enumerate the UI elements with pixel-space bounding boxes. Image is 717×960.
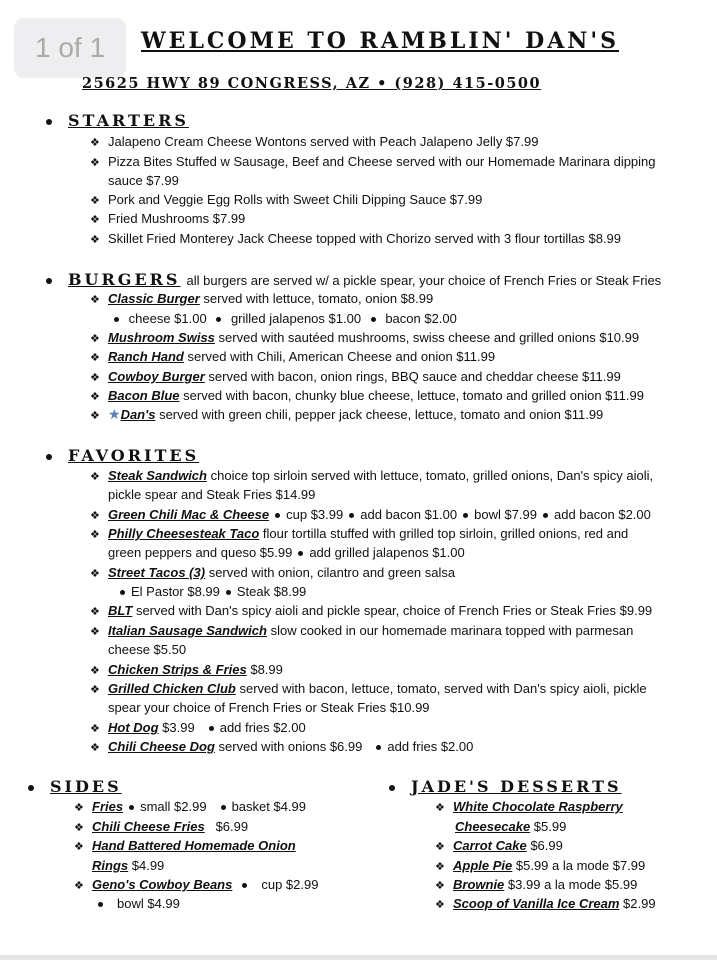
diamond-bullet-icon: ❖ [74,880,84,892]
diamond-bullet-icon: ❖ [435,880,445,892]
diamond-bullet-icon: ❖ [90,372,100,384]
favorite-item: ❖ Philly Cheesesteak Taco flour tortilla stuffed with grilled top sirloin, grilled onions, red and [90,524,628,545]
favorite-item-continued: pickle spear and Steak Fries $14.99 [108,487,316,502]
burger-addons: cheese $1.00 grilled jalapenos $1.00 bacon $2.00 [108,309,457,328]
starter-item: ❖ Pork and Veggie Egg Rolls with Sweet Chili Dipping Sauce $7.99 [90,190,482,211]
starter-item-continued: sauce $7.99 [108,173,179,188]
bullet-icon [376,745,381,750]
favorite-item: ❖ Steak Sandwich choice top sirloin served with lettuce, tomato, grilled onions, Dan's spicy aioli, [90,466,653,487]
menu-address: 25625 HWY 89 CONGRESS, AZ • (928) 415-0500 [82,75,542,92]
bullet-icon [209,726,214,731]
burger-item: ❖ ★Dan's served with green chili, pepper jack cheese, lettuce, tomato and onion $11.99 [90,405,603,426]
bullet-icon [46,119,52,125]
burger-item: ❖ Mushroom Swiss served with sautéed mushrooms, swiss cheese and grilled onions $10.99 [90,328,639,349]
favorite-item: ❖ Street Tacos (3) served with onion, cilantro and green salsa [90,563,455,584]
burger-item: ❖ Cowboy Burger served with bacon, onion rings, BBQ sauce and cheddar cheese $11.99 [90,367,621,388]
diamond-bullet-icon: ❖ [90,157,100,169]
bullet-icon [543,513,548,518]
diamond-bullet-icon: ❖ [90,352,100,364]
bullet-icon [28,785,34,791]
page-counter: 1 of 1 [14,18,126,78]
favorite-item-continued: cheese $5.50 [108,642,187,657]
favorite-item: ❖ Chili Cheese Dog served with onions $6.99 add fries $2.00 [90,737,473,758]
favorite-item: ❖ BLT served with Dan's spicy aioli and pickle spear, choice of French Fries or Steak Fries $9.99 [90,601,652,622]
diamond-bullet-icon: ❖ [90,665,100,677]
star-icon: ★ [108,406,121,422]
diamond-bullet-icon: ❖ [90,195,100,207]
bullet-icon [120,590,125,595]
bullet-icon [129,805,134,810]
dessert-item: ❖ Apple Pie $5.99 a la mode $7.99 [435,856,645,877]
burger-item: ❖ Bacon Blue served with bacon, chunky blue cheese, lettuce, tomato and grilled onion $11.99 [90,386,644,407]
diamond-bullet-icon: ❖ [90,723,100,735]
bullet-icon [349,513,354,518]
bullet-icon [242,883,247,888]
diamond-bullet-icon: ❖ [90,684,100,696]
diamond-bullet-icon: ❖ [90,333,100,345]
dessert-item: ❖ Scoop of Vanilla Ice Cream $2.99 [435,894,656,915]
diamond-bullet-icon: ❖ [90,529,100,541]
dessert-item: ❖ Carrot Cake $6.99 [435,836,563,857]
bullet-icon [114,317,119,322]
side-item-continued: bowl $4.99 [92,894,180,913]
dessert-item-continued: Cheesecake $5.99 [455,819,567,834]
diamond-bullet-icon: ❖ [90,294,100,306]
sides-heading: SIDES [28,777,122,796]
starters-heading: STARTERS [46,111,189,130]
favorites-heading: FAVORITES [46,446,199,465]
bullet-icon [46,454,52,460]
side-item: ❖ Chili Cheese Fries $6.99 [74,817,248,838]
favorite-item: ❖ Hot Dog $3.99 add fries $2.00 [90,718,306,739]
starter-item: ❖ Pizza Bites Stuffed w Sausage, Beef and Cheese served with our Homemade Marinara dipping [90,152,656,173]
starter-item: ❖ Skillet Fried Monterey Jack Cheese topped with Chorizo served with 3 flour tortillas $8.99 [90,229,621,250]
favorite-item-continued: green peppers and queso $5.99 add grilled jalapenos $1.00 [108,545,465,560]
diamond-bullet-icon: ❖ [90,137,100,149]
diamond-bullet-icon: ❖ [435,899,445,911]
burger-item: ❖ Ranch Hand served with Chili, American Cheese and onion $11.99 [90,347,495,368]
burger-item: ❖ Classic Burger served with lettuce, tomato, onion $8.99 [90,289,433,310]
bullet-icon [298,551,303,556]
diamond-bullet-icon: ❖ [90,410,100,422]
bullet-icon [221,805,226,810]
diamond-bullet-icon: ❖ [74,822,84,834]
favorite-item: ❖ Chicken Strips & Fries $8.99 [90,660,283,681]
diamond-bullet-icon: ❖ [74,841,84,853]
starter-item: ❖ Jalapeno Cream Cheese Wontons served with Peach Jalapeno Jelly $7.99 [90,132,538,153]
diamond-bullet-icon: ❖ [90,510,100,522]
diamond-bullet-icon: ❖ [90,568,100,580]
favorite-item: ❖ Grilled Chicken Club served with bacon, lettuce, tomato, served with Dan's spicy aioli, pickle [90,679,647,700]
bullet-icon [463,513,468,518]
burgers-note: all burgers are served w/ a pickle spear, your choice of French Fries or Steak Fries [186,273,662,288]
diamond-bullet-icon: ❖ [74,802,84,814]
bullet-icon [46,278,52,284]
side-item: ❖ Hand Battered Homemade Onion [74,836,296,857]
diamond-bullet-icon: ❖ [90,471,100,483]
favorite-item: ❖ Green Chili Mac & Cheese cup $3.99 add bacon $1.00 bowl $7.99 add bacon $2.00 [90,505,651,526]
taco-options: El Pastor $8.99 Steak $8.99 [114,582,306,601]
bullet-icon [216,317,221,322]
favorite-item-continued: spear your choice of French Fries or Steak Fries $10.99 [108,700,430,715]
side-item: ❖ Geno's Cowboy Beans cup $2.99 [74,875,318,896]
starter-item: ❖ Fried Mushrooms $7.99 [90,209,245,230]
bullet-icon [275,513,280,518]
menu-title: WELCOME TO RAMBLIN' DAN'S [140,28,620,54]
diamond-bullet-icon: ❖ [435,861,445,873]
burgers-heading: BURGERS all burgers are served w/ a pickle spear, your choice of French Fries or Steak Fries [46,270,661,289]
diamond-bullet-icon: ❖ [90,234,100,246]
diamond-bullet-icon: ❖ [90,742,100,754]
bullet-icon [389,785,395,791]
diamond-bullet-icon: ❖ [435,802,445,814]
diamond-bullet-icon: ❖ [90,626,100,638]
bullet-icon [226,590,231,595]
page-bottom-divider [0,955,717,960]
bullet-icon [98,902,103,907]
side-item: ❖ Fries small $2.99 basket $4.99 [74,797,306,818]
side-item-continued: Rings $4.99 [92,858,165,873]
favorite-item: ❖ Italian Sausage Sandwich slow cooked in our homemade marinara topped with parmesan [90,621,633,642]
dessert-item: ❖ White Chocolate Raspberry [435,797,623,818]
bullet-icon [371,317,376,322]
diamond-bullet-icon: ❖ [435,841,445,853]
dessert-item: ❖ Brownie $3.99 a la mode $5.99 [435,875,637,896]
diamond-bullet-icon: ❖ [90,214,100,226]
desserts-heading: JADE'S DESSERTS [389,777,622,796]
diamond-bullet-icon: ❖ [90,606,100,618]
diamond-bullet-icon: ❖ [90,391,100,403]
